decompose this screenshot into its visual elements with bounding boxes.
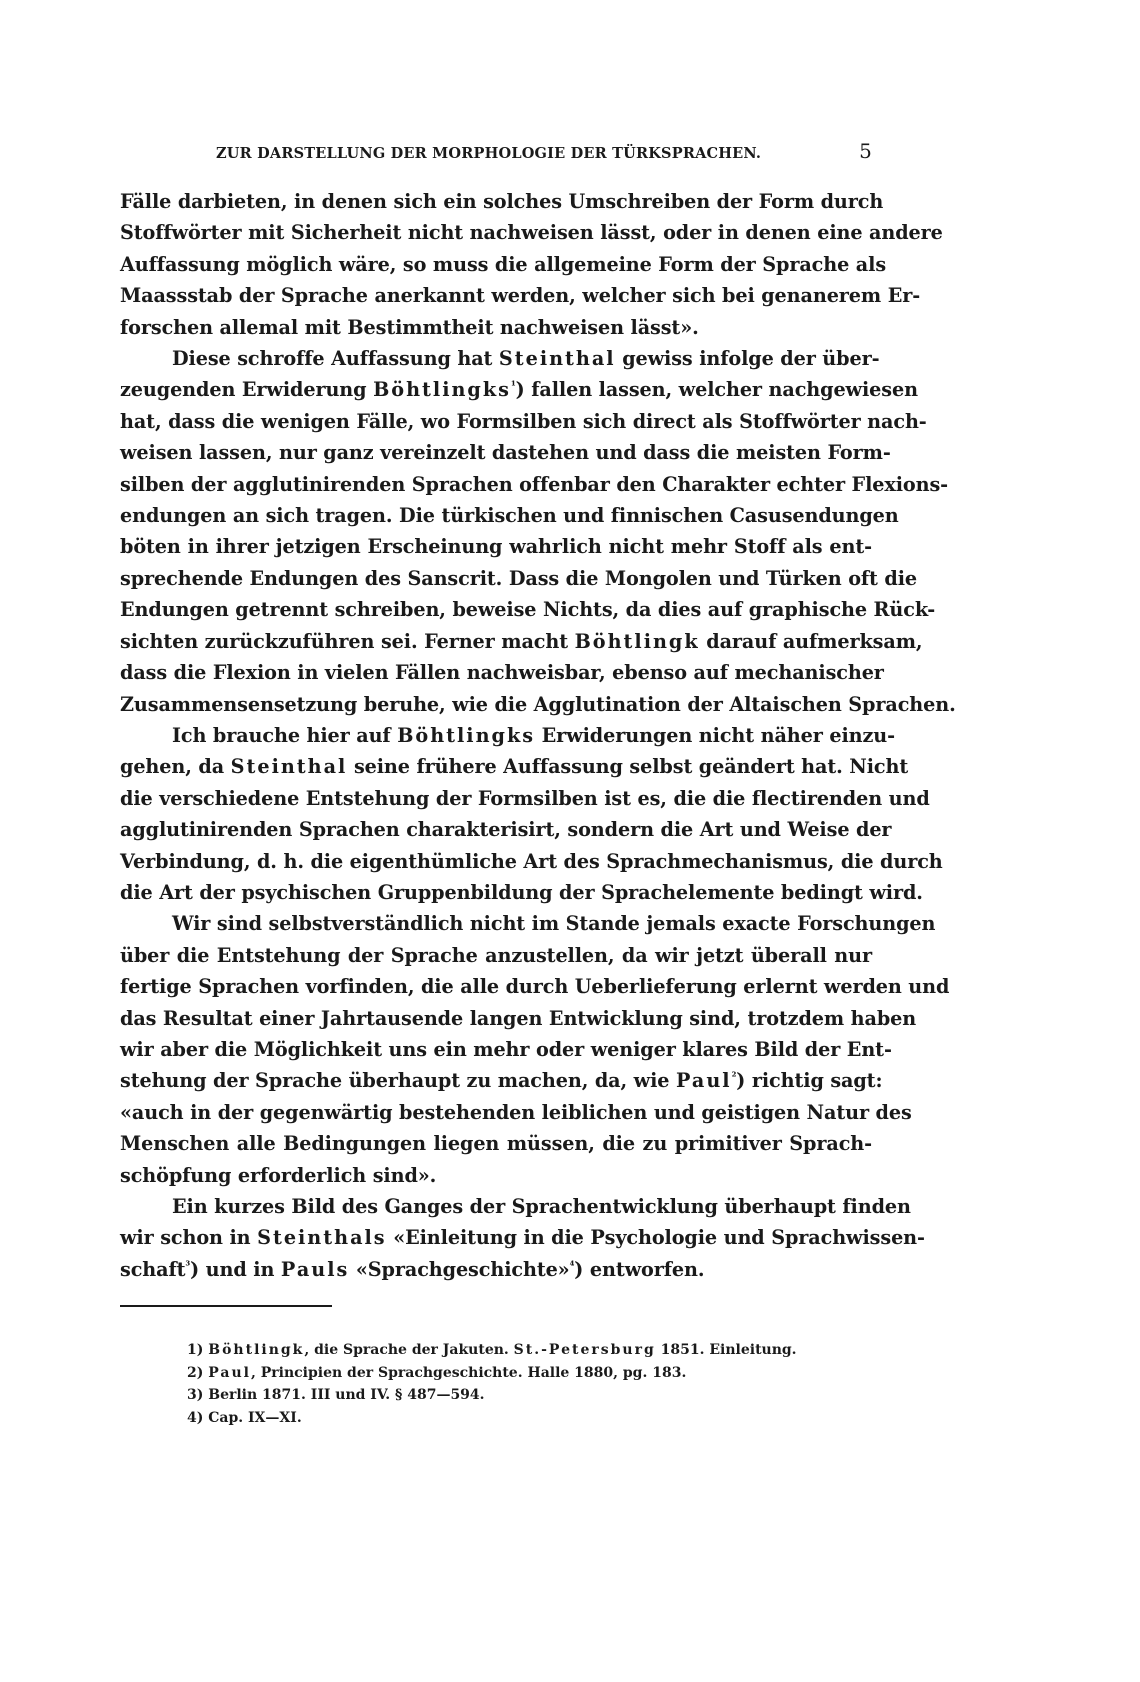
footnote-separator: [120, 1305, 332, 1307]
footnote: 1) Böhtlingk, die Sprache der Jakuten. St.-Petersburg 1851. Einleitung.: [187, 1342, 797, 1358]
footnote: 2) Paul, Principien der Sprachgeschichte. Halle 1880, pg. 183.: [187, 1364, 687, 1381]
text-line: Zusammensensetzung beruhe, wie die Agglutination der Altaischen Sprachen.: [120, 692, 956, 716]
footnote: 4) Cap. IX—XI.: [187, 1409, 302, 1426]
text-line: über die Entstehung der Sprache anzustellen, da wir jetzt überall nur: [120, 943, 872, 967]
text-line: Wir sind selbstverständlich nicht im Stande jemals exacte Forschungen: [172, 912, 936, 936]
text-line: schöpfung erforderlich sind».: [120, 1163, 437, 1187]
text-line: Fälle darbieten, in denen sich ein solches Umschreiben der Form durch: [120, 190, 884, 213]
footnotes: [187, 1339, 797, 1429]
text-line: hat, dass die wenigen Fälle, wo Formsilben sich direct als Stoffwörter nach-: [120, 409, 927, 433]
text-line: dass die Flexion in vielen Fällen nachweisbar, ebenso auf mechanischer: [120, 661, 884, 685]
text-line: Menschen alle Bedingungen liegen müssen, die zu primitiver Sprach-: [120, 1132, 872, 1156]
body-text: [120, 186, 956, 1285]
text-line: Auffassung möglich wäre, so muss die allgemeine Form der Sprache als: [120, 252, 887, 276]
text-line: silben der agglutinirenden Sprachen offenbar den Charakter echter Flexions-: [120, 472, 949, 496]
text-line: fertige Sprachen vorfinden, die alle durch Ueberlieferung erlernt werden und: [120, 975, 950, 999]
text-line: «auch in der gegenwärtig bestehenden leiblichen und geistigen Natur des: [120, 1100, 912, 1124]
text-line: die verschiedene Entstehung der Formsilben ist es, die die flectirenden und: [120, 786, 930, 810]
text-line: Stoffwörter mit Sicherheit nicht nachweisen lässt, oder in denen eine andere: [120, 221, 943, 245]
text-line: weisen lassen, nur ganz vereinzelt dastehen und dass die meisten Form-: [120, 441, 891, 465]
text-line: agglutinirenden Sprachen charakterisirt, sondern die Art und Weise der: [120, 818, 892, 842]
text-line: endungen an sich tragen. Die türkischen und finnischen Casusendungen: [120, 504, 899, 528]
text-line: Ich brauche hier auf Böhtlingks Erwiderungen nicht näher einzu-: [172, 723, 895, 747]
text-line: gehen, da Steinthal seine frühere Auffassung selbst geändert hat. Nicht: [120, 755, 909, 779]
page-number: 5: [859, 139, 872, 163]
text-line: Diese schroffe Auffassung hat Steinthal gewiss infolge der über-: [172, 347, 880, 371]
text-line: die Art der psychischen Gruppenbildung der Sprachelemente bedingt wird.: [120, 880, 923, 904]
text-line: wir schon in Steinthals «Einleitung in die Psychologie und Sprachwissen-: [120, 1226, 925, 1250]
running-title: ZUR DARSTELLUNG DER MORPHOLOGIE DER TÜRKSPRACHEN.: [216, 145, 762, 162]
text-line: zeugenden Erwiderung Böhtlingks$^{^1}$) fallen lassen, welcher nachgewiesen: [120, 378, 918, 402]
text-line: Maassstab der Sprache anerkannt werden, welcher sich bei genanerem Er-: [120, 284, 921, 308]
text-line: das Resultat einer Jahrtausende langen Entwicklung sind, trotzdem haben: [120, 1006, 917, 1030]
running-header: [216, 139, 872, 163]
text-line: schaft$^{^3}$) und in Pauls «Sprachgeschichte»$^{^4}$) entworfen.: [120, 1257, 705, 1281]
text-line: sprechende Endungen des Sanscrit. Dass die Mongolen und Türken oft die: [120, 566, 918, 590]
text-line: Ein kurzes Bild des Ganges der Sprachentwicklung überhaupt finden: [172, 1195, 911, 1218]
text-line: stehung der Sprache überhaupt zu machen, da, wie Paul$^{^2}$) richtig sagt:: [120, 1069, 883, 1093]
text-line: sichten zurückzuführen sei. Ferner macht Böhtlingk darauf aufmerksam,: [120, 629, 923, 653]
text-line: Verbindung, d. h. die eigenthümliche Art des Sprachmechanismus, die durch: [120, 849, 943, 873]
text-line: Endungen getrennt schreiben, beweise Nichts, da dies auf graphische Rück-: [120, 598, 936, 622]
text-line: forschen allemal mit Bestimmtheit nachweisen lässt».: [120, 315, 699, 339]
text-line: wir aber die Möglichkeit uns ein mehr oder weniger klares Bild der Ent-: [120, 1037, 892, 1061]
text-line: böten in ihrer jetzigen Erscheinung wahrlich nicht mehr Stoff als ent-: [120, 535, 872, 559]
footnote: 3) Berlin 1871. III und IV. § 487—594.: [187, 1387, 485, 1403]
